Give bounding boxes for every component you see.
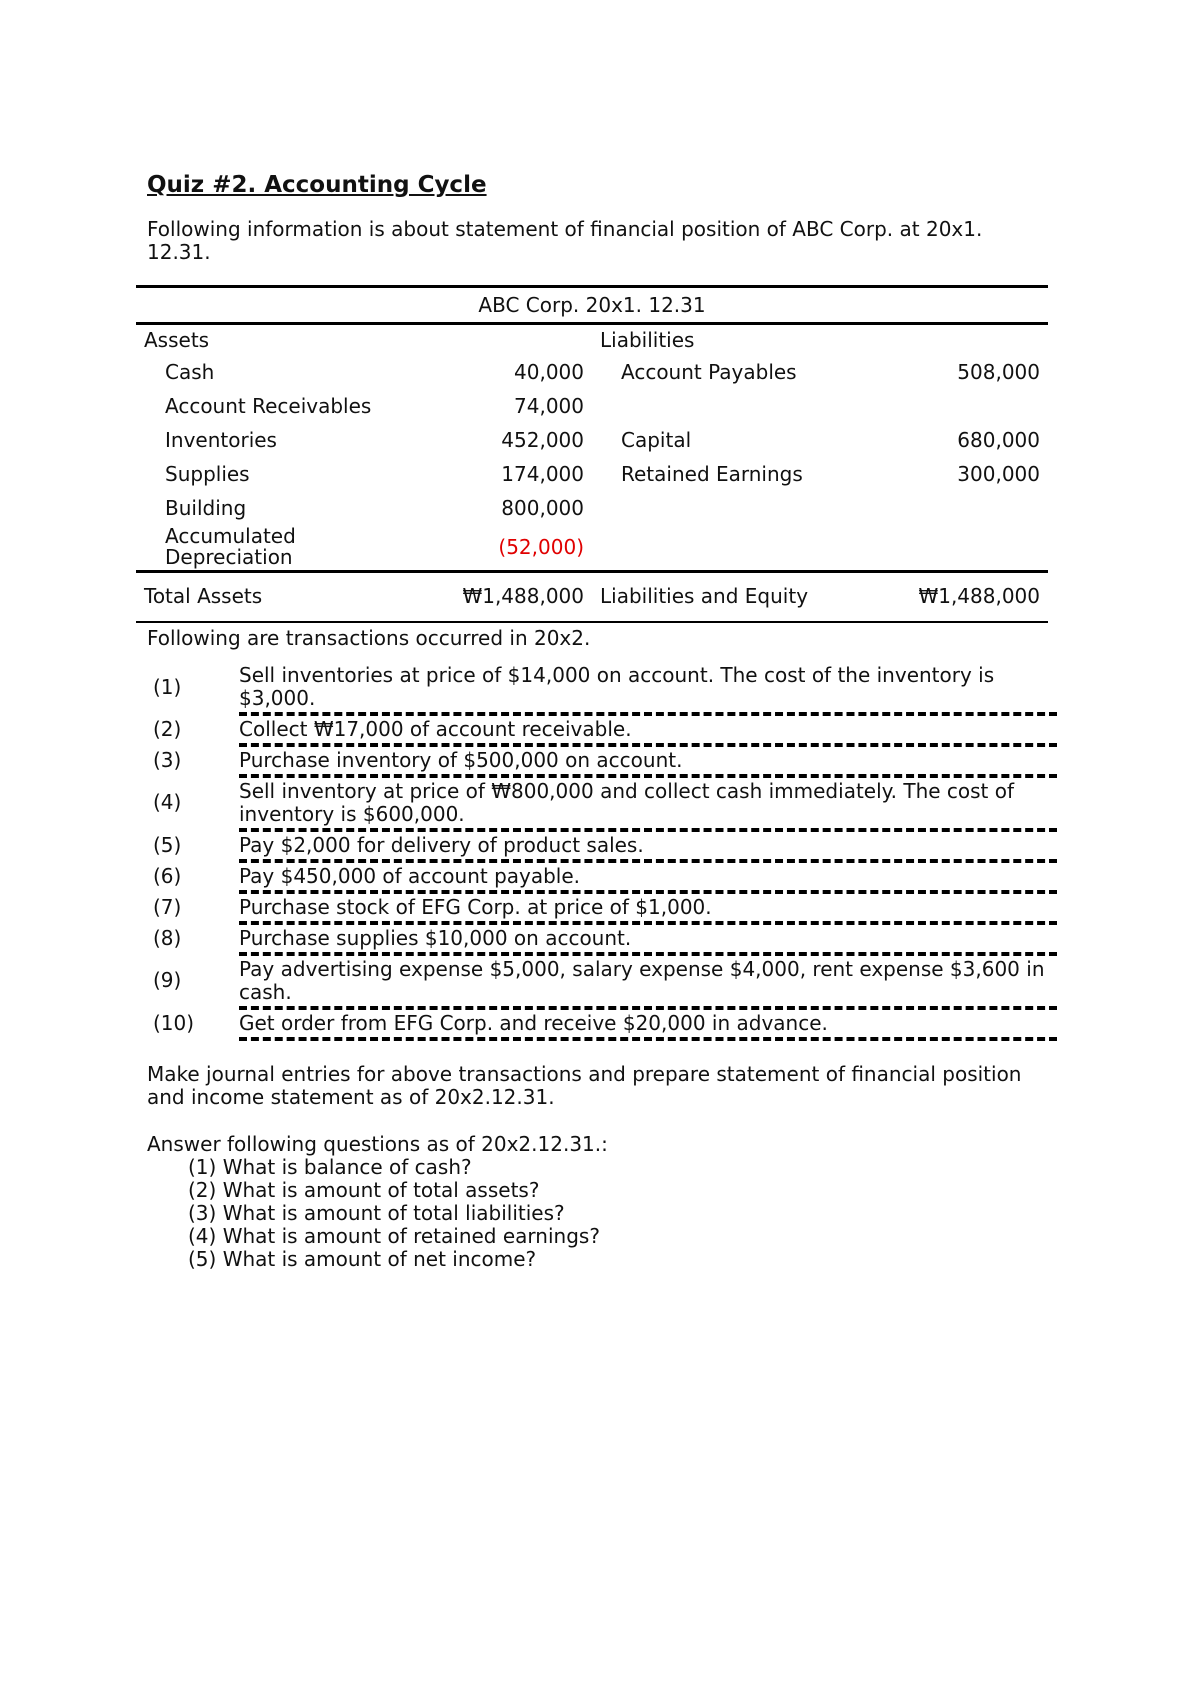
liability-value [908,525,1048,571]
question-item: (3) What is amount of total liabilities? [188,1200,565,1225]
balance-sheet-table [136,285,1048,623]
liability-label [592,525,908,571]
asset-value: (52,000) [498,534,584,559]
transaction-text: Collect ₩17,000 of account receivable. [239,714,1057,745]
liability-label: Account Payables [621,359,797,384]
asset-label: Account Receivables [165,393,372,418]
transaction-text: Purchase stock of EFG Corp. at price of $1,000. [239,892,1057,923]
asset-label: Accumulated Depreciation [165,524,296,570]
asset-value: 452,000 [501,427,584,452]
transaction-text: Pay $2,000 for delivery of product sales. [239,830,1057,861]
transaction-text: Sell inventories at price of $14,000 on account. The cost of the inventory is $3,000. [239,662,1057,714]
total-assets-label: Total Assets [136,571,452,622]
balance-sheet-rows [136,355,1048,571]
transaction-text: Sell inventory at price of ₩800,000 and collect cash immediately. The cost of inventory is $600,000. [239,776,1057,830]
liability-label: Capital [621,427,692,452]
balance-sheet-row [136,389,1048,423]
questions-intro: Answer following questions as of 20x2.12.31.: [147,1131,608,1156]
transaction-row [147,714,1057,745]
question-item: (5) What is amount of net income? [188,1246,537,1271]
page-title: Quiz #2. Accounting Cycle [147,172,487,198]
question-item: (1) What is balance of cash? [188,1154,472,1179]
transaction-row [147,662,1057,714]
question-item: (4) What is amount of retained earnings? [188,1223,600,1248]
liability-label [592,491,908,525]
transaction-text: Get order from EFG Corp. and receive $20,000 in advance. [239,1008,1057,1039]
balance-sheet-row [136,423,1048,457]
transaction-row [147,861,1057,892]
transaction-number: (5) [153,832,182,857]
transactions-intro: Following are transactions occurred in 20x2. [147,625,591,650]
transaction-row [147,1008,1057,1039]
transaction-number: (10) [153,1010,195,1035]
question-item: (2) What is amount of total assets? [188,1177,540,1202]
transaction-number: (6) [153,863,182,888]
asset-label: Building [165,495,247,520]
transaction-text: Purchase inventory of $500,000 on account. [239,745,1057,776]
balance-sheet-row [136,355,1048,389]
transaction-number: (1) [153,675,182,699]
transaction-number: (7) [153,894,182,919]
transactions-table [147,662,1057,1041]
total-liabilities-label: Liabilities and Equity [592,571,908,622]
document-page [144,170,1057,1271]
transaction-number: (9) [153,968,182,992]
liabilities-heading: Liabilities [600,327,695,352]
liability-value [908,389,1048,423]
transaction-row [147,954,1057,1008]
transaction-row [147,923,1057,954]
transaction-row [147,745,1057,776]
balance-sheet-header: ABC Corp. 20x1. 12.31 [136,287,1048,324]
total-liabilities-value: ₩1,488,000 [908,571,1048,622]
liability-value: 508,000 [957,359,1040,384]
asset-value: 40,000 [514,359,584,384]
asset-label: Supplies [165,461,250,486]
transaction-text: Purchase supplies $10,000 on account. [239,923,1057,954]
transaction-text: Pay advertising expense $5,000, salary expense $4,000, rent expense $3,600 in cash. [239,954,1057,1008]
balance-sheet-row [136,491,1048,525]
asset-label: Inventories [165,427,277,452]
asset-value: 174,000 [501,461,584,486]
transaction-row [147,892,1057,923]
asset-value: 74,000 [514,393,584,418]
liability-value [908,491,1048,525]
balance-sheet-row [136,457,1048,491]
balance-sheet-row [136,525,1048,571]
assets-heading: Assets [144,327,210,352]
transaction-number: (8) [153,925,182,950]
section-heading-row [136,324,1048,356]
transaction-row [147,830,1057,861]
liability-value: 300,000 [957,461,1040,486]
instructions-text: Make journal entries for above transactions and prepare statement of financial position and income statement as of 20x2.12.31. [147,1061,1022,1109]
asset-label: Cash [165,359,215,384]
liability-label [592,389,908,423]
transaction-row [147,776,1057,830]
liability-label: Retained Earnings [621,461,803,486]
transaction-number: (4) [153,790,182,814]
asset-value: 800,000 [501,495,584,520]
balance-sheet-header-row [136,287,1048,324]
total-assets-value: ₩1,488,000 [452,571,592,622]
total-row [136,571,1048,622]
transaction-number: (3) [153,747,182,772]
questions-list [147,1156,1057,1271]
transaction-text: Pay $450,000 of account payable. [239,861,1057,892]
intro-text: Following information is about statement of financial position of ABC Corp. at 20x1. 12.31. [147,217,983,264]
transaction-number: (2) [153,716,182,741]
liability-value: 680,000 [957,427,1040,452]
